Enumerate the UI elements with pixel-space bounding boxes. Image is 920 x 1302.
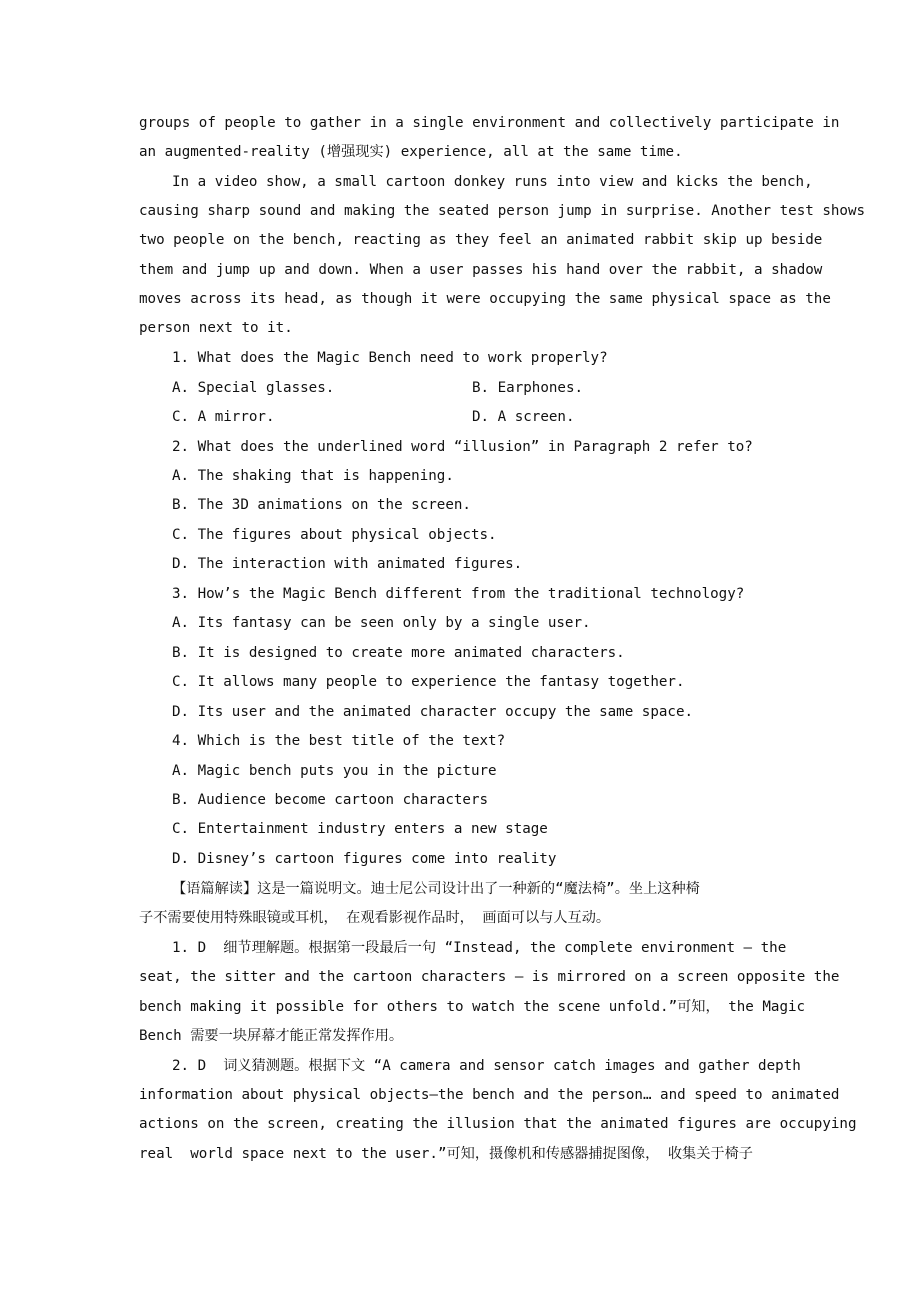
answer-option: A. Special glasses.: [172, 380, 335, 396]
answer-option: A. Its fantasy can be seen only by a single user.: [172, 615, 591, 631]
answer-explanation: bench making it possible for others to watch the scene unfold.”可知， the Magic: [139, 999, 806, 1015]
answer-option: A. Magic bench puts you in the picture: [172, 763, 497, 779]
answer-option: B. It is designed to create more animated characters.: [172, 645, 625, 661]
answer-explanation: seat, the sitter and the cartoon characters — is mirrored on a screen opposite the: [139, 969, 840, 985]
answer-explanation: 1. D 细节理解题。根据第一段最后一句 “Instead, the complete environment — the: [172, 940, 787, 956]
answer-option: C. The figures about physical objects.: [172, 527, 497, 543]
answer-explanation: information about physical objects—the bench and the person… and speed to animated: [139, 1087, 840, 1103]
answer-option: D. A screen.: [472, 409, 575, 425]
answer-explanation: 2. D 词义猜测题。根据下文 “A camera and sensor catch images and gather depth: [172, 1058, 801, 1074]
answer-option: D. The interaction with animated figures.: [172, 556, 523, 572]
passage-line: causing sharp sound and making the seated person jump in surprise. Another test shows: [139, 203, 866, 219]
answer-explanation: real world space next to the user.”可知，摄像机和传感器捕捉图像， 收集关于椅子: [139, 1146, 753, 1162]
passage-line: In a video show, a small cartoon donkey runs into view and kicks the bench,: [172, 174, 813, 190]
question-stem: 2. What does the underlined word “illusion” in Paragraph 2 refer to?: [172, 439, 753, 455]
answer-option: C. It allows many people to experience the fantasy together.: [172, 674, 685, 690]
answer-option: B. Earphones.: [472, 380, 584, 396]
answer-option: D. Disney’s cartoon figures come into reality: [172, 851, 557, 867]
question-stem: 1. What does the Magic Bench need to work properly?: [172, 350, 608, 366]
question-stem: 3. How’s the Magic Bench different from the traditional technology?: [172, 586, 745, 602]
answer-explanation: actions on the screen, creating the illusion that the animated figures are occupying: [139, 1116, 857, 1132]
analysis-intro: 【语篇解读】这是一篇说明文。迪士尼公司设计出了一种新的“魔法椅”。坐上这种椅: [172, 881, 700, 897]
passage-line: an augmented-reality (增强现实) experience, all at the same time.: [139, 144, 683, 160]
passage-line: two people on the bench, reacting as they feel an animated rabbit skip up beside: [139, 232, 823, 248]
passage-line: groups of people to gather in a single environment and collectively participate in: [139, 115, 840, 131]
answer-option: A. The shaking that is happening.: [172, 468, 454, 484]
analysis-intro: 子不需要使用特殊眼镜或耳机， 在观看影视作品时， 画面可以与人互动。: [139, 910, 611, 926]
answer-option: B. Audience become cartoon characters: [172, 792, 489, 808]
passage-line: person next to it.: [139, 320, 293, 336]
answer-option: C. A mirror.: [172, 409, 275, 425]
answer-option: C. Entertainment industry enters a new stage: [172, 821, 548, 837]
answer-option: B. The 3D animations on the screen.: [172, 497, 471, 513]
passage-line: them and jump up and down. When a user passes his hand over the rabbit, a shadow: [139, 262, 823, 278]
question-stem: 4. Which is the best title of the text?: [172, 733, 506, 749]
answer-explanation: Bench 需要一块屏幕才能正常发挥作用。: [139, 1028, 404, 1044]
answer-option: D. Its user and the animated character occupy the same space.: [172, 704, 694, 720]
passage-line: moves across its head, as though it were occupying the same physical space as the: [139, 291, 831, 307]
